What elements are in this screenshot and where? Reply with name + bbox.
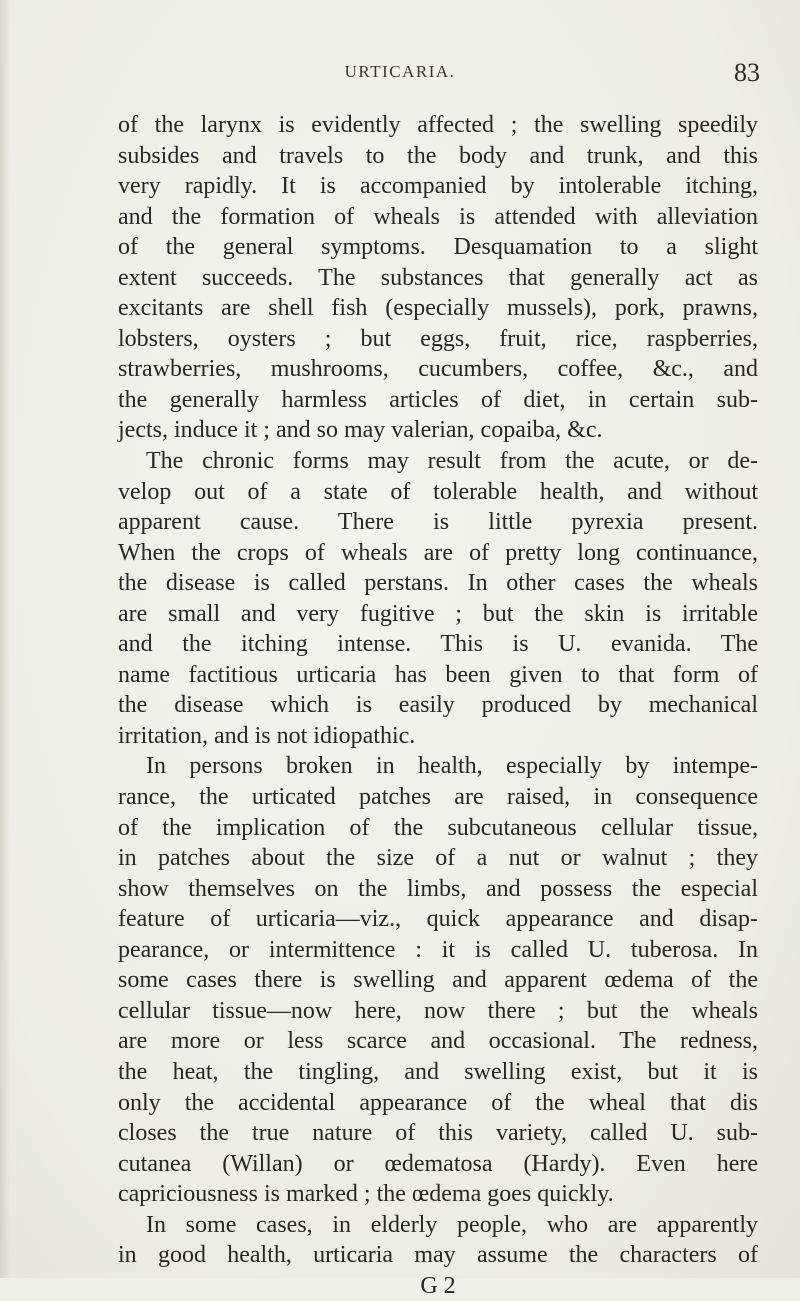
text-line: very rapidly. It is accompanied by intolerable itching, <box>118 173 758 200</box>
text-line: cellular tissue—now here, now there ; but the wheals <box>118 997 758 1024</box>
text-line: In some cases, in elderly people, who are apparently <box>146 1211 758 1238</box>
text-line: apparent cause. There is little pyrexia present. <box>118 509 758 536</box>
text-line: irritation, and is not idiopathic. <box>118 722 416 749</box>
text-line: show themselves on the limbs, and possess the especial <box>118 875 758 902</box>
page-binding-shadow <box>0 0 10 1278</box>
text-line: rance, the urticated patches are raised, in consequence <box>118 784 758 811</box>
text-line: extent succeeds. The substances that generally act as <box>118 264 758 291</box>
text-line: feature of urticaria—viz., quick appearance and disap- <box>118 906 758 933</box>
text-line: of the general symptoms. Desquamation to a slight <box>118 234 758 261</box>
text-line: are more or less scarce and occasional. The redness, <box>118 1028 758 1055</box>
text-line: cutanea (Willan) or œdematosa (Hardy). Even here <box>118 1150 758 1177</box>
text-line: lobsters, oysters ; but eggs, fruit, rice, raspberries, <box>118 325 758 352</box>
text-line: closes the true nature of this variety, called U. sub- <box>118 1120 758 1147</box>
text-line: excitants are shell fish (especially mussels), pork, prawns, <box>118 295 758 322</box>
text-line: jects, induce it ; and so may valerian, copaiba, &c. <box>118 417 603 444</box>
text-line: the heat, the tingling, and swelling exist, but it is <box>118 1058 758 1085</box>
text-line: The chronic forms may result from the acute, or de- <box>146 448 758 475</box>
text-line: only the accidental appearance of the wheal that dis <box>118 1089 758 1116</box>
text-line: When the crops of wheals are of pretty long continuance, <box>118 539 758 566</box>
text-line: strawberries, mushrooms, cucumbers, coffee, &c., and <box>118 356 758 383</box>
text-line: the disease which is easily produced by mechanical <box>118 692 758 719</box>
text-line: pearance, or intermittence : it is called U. tuberosa. In <box>118 936 758 963</box>
signature-mark: G 2 <box>420 1272 456 1299</box>
text-line: in patches about the size of a nut or walnut ; they <box>118 845 758 872</box>
page-number: 83 <box>734 58 760 87</box>
text-line: subsides and travels to the body and trunk, and this <box>118 142 758 169</box>
text-line: the generally harmless articles of diet, in certain sub- <box>118 386 758 413</box>
text-line: capriciousness is marked ; the œdema goes quickly. <box>118 1181 614 1208</box>
text-line: of the implication of the subcutaneous cellular tissue, <box>118 814 758 841</box>
text-line: velop out of a state of tolerable health, and without <box>118 478 758 505</box>
text-line: and the formation of wheals is attended with alleviation <box>118 203 758 230</box>
text-line: and the itching intense. This is U. evanida. The <box>118 631 758 658</box>
text-line: name factitious urticaria has been given to that form of <box>118 661 758 688</box>
text-line: some cases there is swelling and apparent œdema of the <box>118 967 758 994</box>
text-line: in good health, urticaria may assume the characters of <box>118 1242 758 1269</box>
text-line: are small and very fugitive ; but the skin is irritable <box>118 600 758 627</box>
running-head: URTICARIA. <box>344 62 456 81</box>
page-header <box>0 58 800 92</box>
text-line: the disease is called perstans. In other cases the wheals <box>118 570 758 597</box>
text-line: of the larynx is evidently affected ; the swelling speedily <box>118 112 758 138</box>
body-text <box>118 110 758 1301</box>
text-line: In persons broken in health, especially by intempe- <box>146 753 758 780</box>
